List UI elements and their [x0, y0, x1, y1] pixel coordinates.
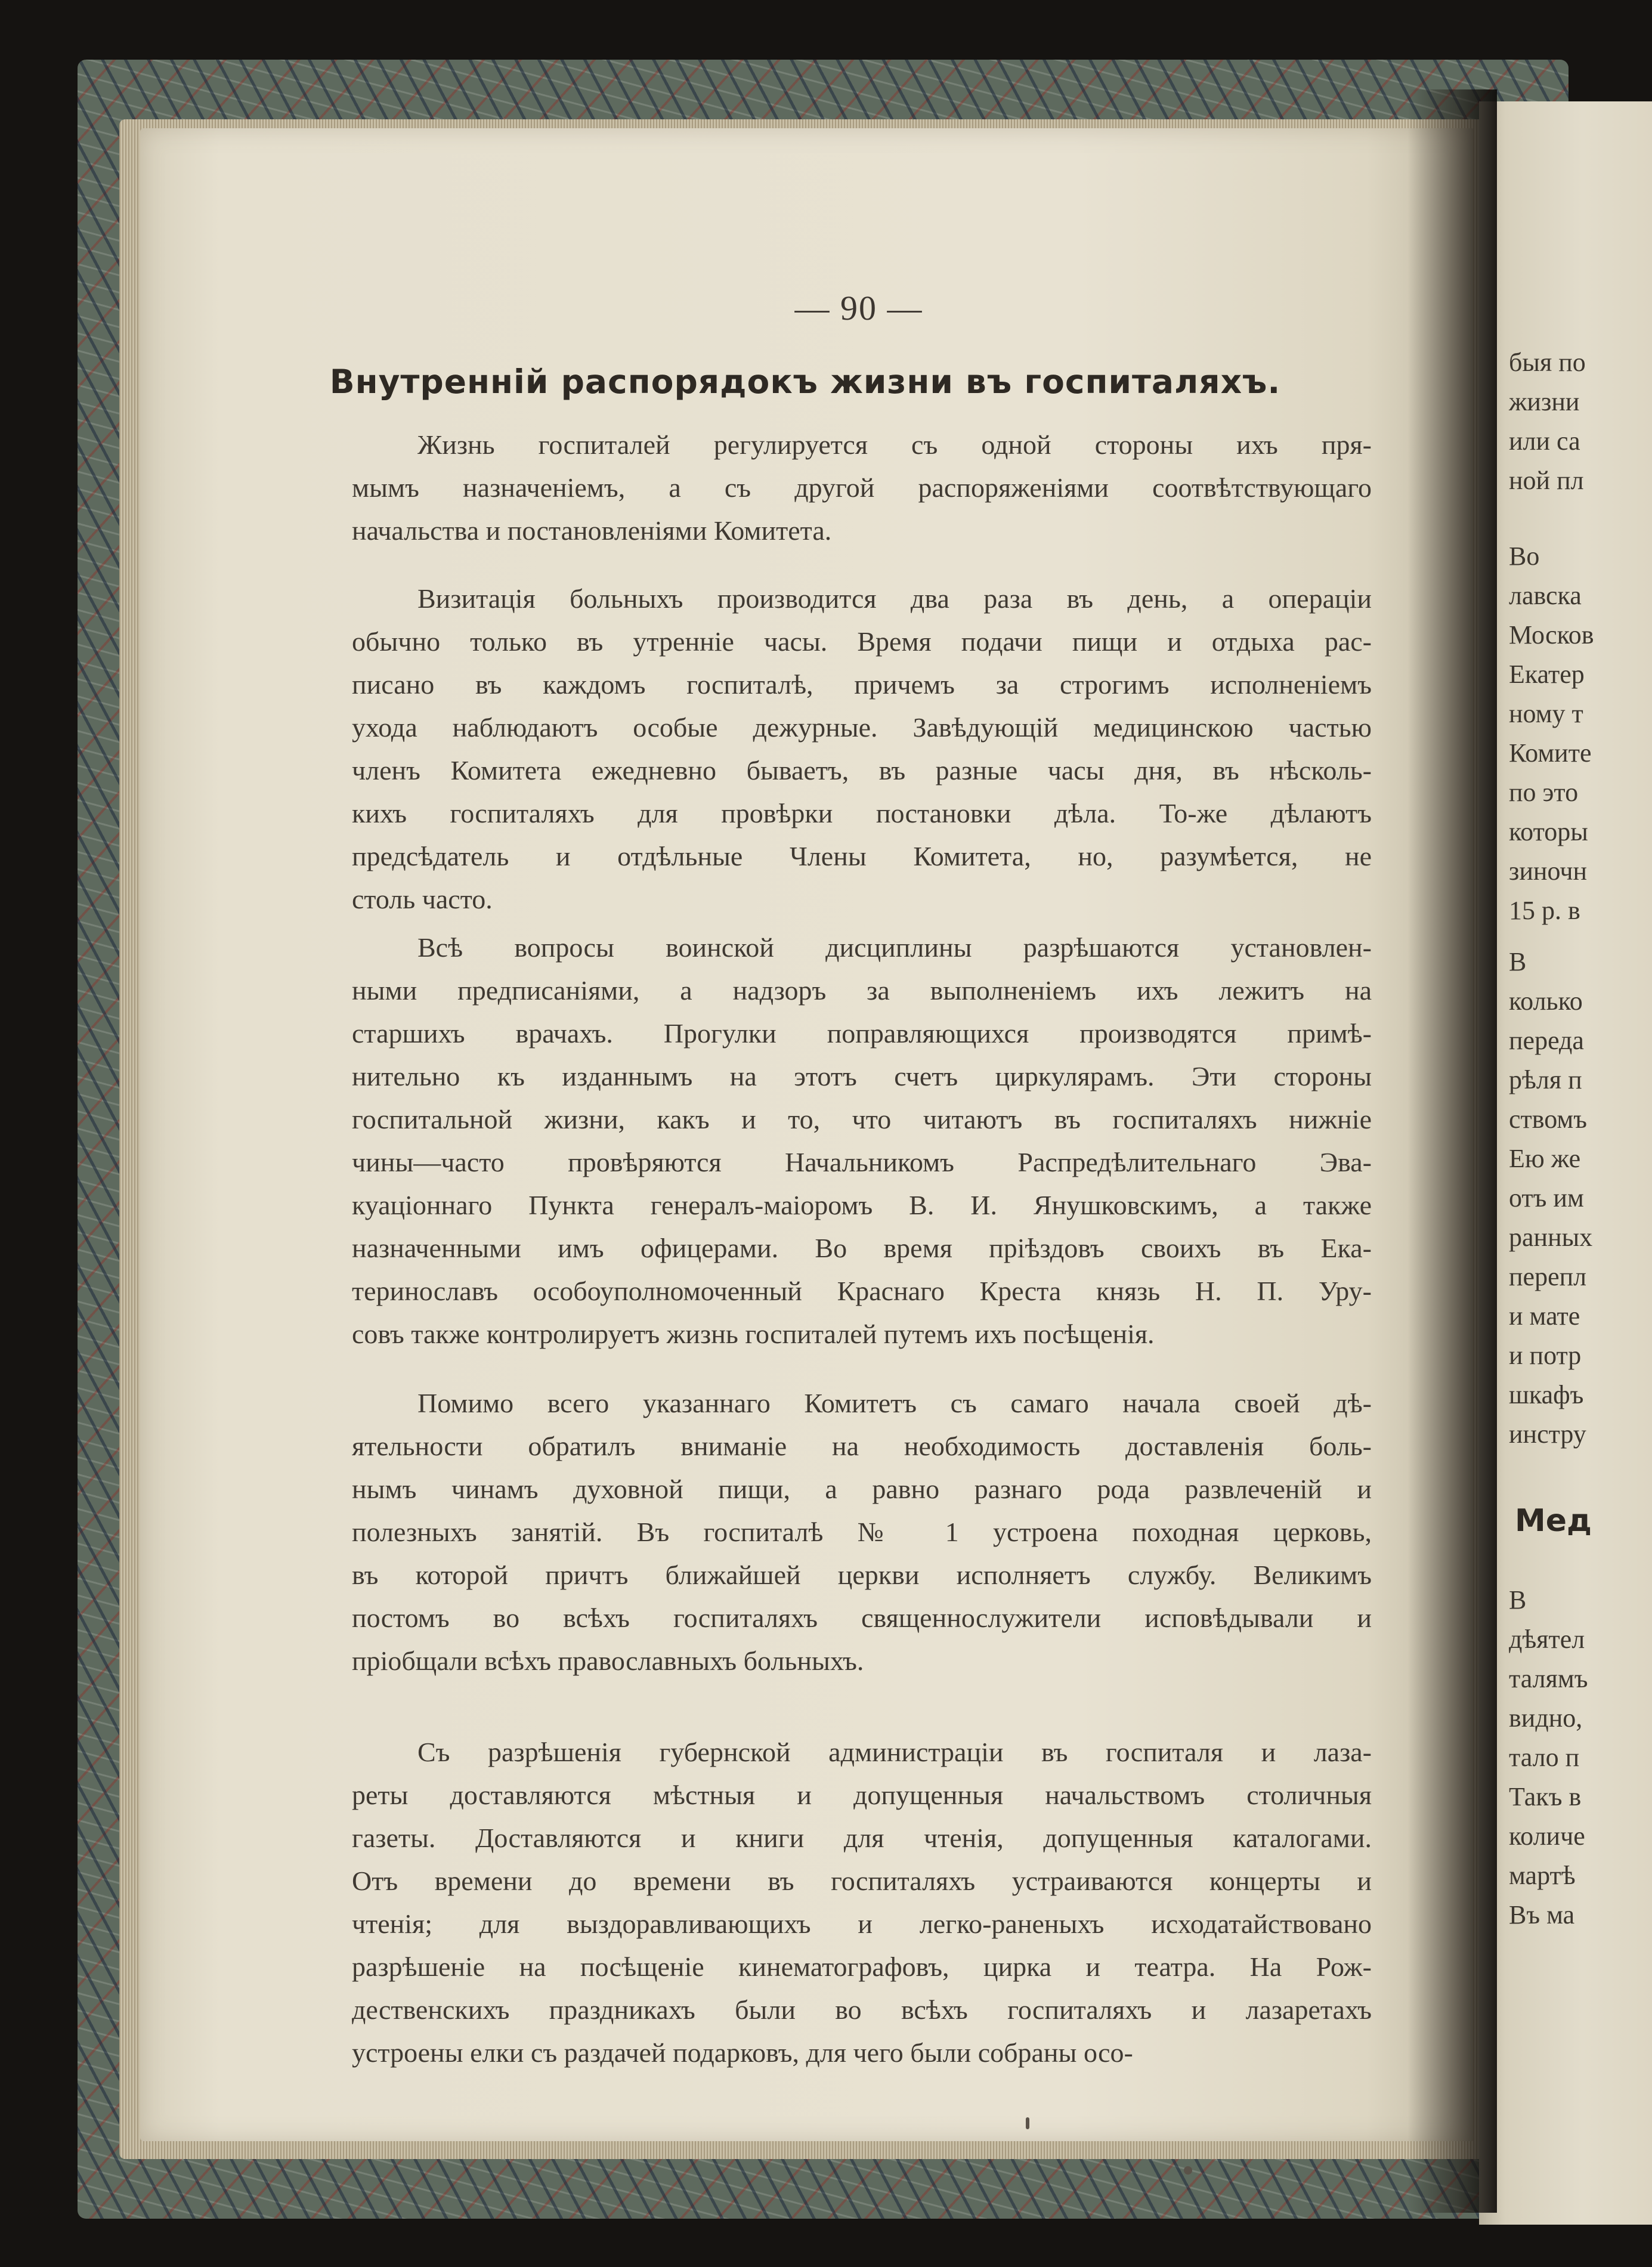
- text-line: ными предписаніями, а надзоръ за выполненіемъ ихъ лежитъ на: [352, 975, 1372, 1006]
- text-line: чины—часто провѣряются Начальникомъ Распредѣлительнаго Эва-: [352, 1147, 1372, 1177]
- right-page-line: и мате: [1509, 1301, 1580, 1331]
- text-line: въ которой причтъ ближайшей церкви исполняетъ службу. Великимъ: [352, 1560, 1372, 1590]
- text-line: Всѣ вопросы воинской дисциплины разрѣшаются установлен-: [417, 932, 1372, 963]
- right-page-line: переда: [1509, 1026, 1584, 1055]
- right-page-line: Ею же: [1509, 1144, 1581, 1173]
- right-page-line: 15 р. в: [1509, 896, 1580, 925]
- right-page-line: зиночн: [1509, 856, 1588, 886]
- ink-speck: [1026, 2117, 1029, 2129]
- right-page-line: количе: [1509, 1821, 1585, 1851]
- text-line: столь часто.: [352, 884, 493, 914]
- right-page-line: талямъ: [1509, 1664, 1588, 1693]
- text-line: предсѣдатель и отдѣльные Члены Комитета, но, разумѣется, не: [352, 841, 1372, 871]
- right-page-line: и потр: [1509, 1341, 1582, 1370]
- right-page-line: лавска: [1509, 581, 1582, 610]
- text-line: нымъ чинамъ духовной пищи, а равно разнаго рода развлеченій и: [352, 1474, 1372, 1504]
- right-page-line: рѣля п: [1509, 1065, 1582, 1094]
- text-line: газеты. Доставляются и книги для чтенія, допущенныя каталогами.: [352, 1823, 1372, 1853]
- right-page-line: шкафъ: [1509, 1380, 1584, 1409]
- text-line: полезныхъ занятій. Въ госпиталѣ № 1 устроена походная церковь,: [352, 1517, 1372, 1547]
- text-line: Жизнь госпиталей регулируется съ одной стороны ихъ пря-: [417, 429, 1372, 460]
- text-line: писано въ каждомъ госпиталѣ, причемъ за строгимъ исполненіемъ: [352, 669, 1372, 700]
- text-line: Съ разрѣшенія губернской администраціи въ госпиталя и лаза-: [417, 1737, 1372, 1767]
- right-page-line: ной пл: [1509, 466, 1584, 495]
- text-line: назначенными имъ офицерами. Во время пріѣздовъ своихъ въ Ека-: [352, 1233, 1372, 1263]
- text-line: обычно только въ утренніе часы. Время подачи пищи и отдыха рас-: [352, 626, 1372, 657]
- right-page-line: В: [1509, 947, 1527, 976]
- text-line: постомъ во всѣхъ госпиталяхъ священнослужители исповѣдывали и: [352, 1603, 1372, 1633]
- right-page-line: отъ им: [1509, 1183, 1584, 1213]
- text-line: пріобщали всѣхъ православныхъ больныхъ.: [352, 1646, 864, 1676]
- right-page-line: Екатер: [1509, 660, 1585, 689]
- text-line: совъ также контролируетъ жизнь госпиталей путемъ ихъ посѣщенія.: [352, 1319, 1155, 1349]
- right-page-line: или са: [1509, 426, 1580, 456]
- paragraph-4: [352, 1382, 1372, 1683]
- right-page-line: В: [1509, 1585, 1527, 1615]
- right-page-line: ранных: [1509, 1223, 1593, 1252]
- text-line: начальства и постановленіями Комитета.: [352, 515, 832, 546]
- paragraph-2: [352, 577, 1372, 921]
- right-page-line: Въ ма: [1509, 1900, 1575, 1929]
- text-line: членъ Комитета ежедневно бываетъ, въ разные часы дня, въ нѣсколь-: [352, 755, 1372, 785]
- right-page-heading: Мед: [1515, 1503, 1592, 1539]
- right-page-line: которы: [1509, 817, 1588, 846]
- text-line: Визитація больныхъ производится два раза въ день, а операціи: [417, 583, 1372, 614]
- text-line: госпитальной жизни, какъ и то, что читаютъ въ госпиталяхъ нижніе: [352, 1104, 1372, 1134]
- right-page-line: видно,: [1509, 1703, 1583, 1733]
- text-line: кихъ госпиталяхъ для провѣрки постановки дѣла. То-же дѣлаютъ: [352, 798, 1372, 828]
- text-line: разрѣшеніе на посѣщеніе кинематографовъ, цирка и театра. На Рож-: [352, 1951, 1372, 1982]
- text-line: устроены елки съ раздачей подарковъ, для чего были собраны осо-: [352, 2037, 1133, 2068]
- ink-speck: [1184, 2166, 1192, 2175]
- paragraph-1: [352, 423, 1372, 552]
- right-page-line: Такъ в: [1509, 1782, 1582, 1811]
- text-line: чтенія; для выздоравливающихъ и легко-раненыхъ исходатайствовано: [352, 1909, 1372, 1939]
- right-page-line: Комите: [1509, 738, 1592, 768]
- right-page-line: инстру: [1509, 1419, 1586, 1449]
- text-line: старшихъ врачахъ. Прогулки поправляющихся производятся примѣ-: [352, 1018, 1372, 1049]
- text-line: Отъ времени до времени въ госпиталяхъ устраиваются концерты и: [352, 1866, 1372, 1896]
- right-page-line: ствомъ: [1509, 1105, 1587, 1134]
- right-page-line: по это: [1509, 778, 1579, 807]
- right-page-line: дѣятел: [1509, 1625, 1585, 1654]
- text-line: дественскихъ праздникахъ были во всѣхъ госпиталяхъ и лазаретахъ: [352, 1994, 1372, 2025]
- right-page-line: тало п: [1509, 1743, 1580, 1772]
- right-page-line: перепл: [1509, 1262, 1587, 1291]
- right-page-line: жизни: [1509, 387, 1580, 416]
- page-number: — 90 —: [794, 289, 923, 327]
- text-line: реты доставляются мѣстныя и допущенныя начальствомъ столичныя: [352, 1780, 1372, 1810]
- right-page-line: мартѣ: [1509, 1861, 1576, 1890]
- text-line: куаціоннаго Пункта генералъ-маіоромъ В. И. Янушковскимъ, а также: [352, 1190, 1372, 1220]
- right-page-line: ному т: [1509, 699, 1583, 728]
- text-line: ухода наблюдаютъ особые дежурные. Завѣдующій медицинскою частью: [352, 712, 1372, 743]
- text-line: Помимо всего указаннаго Комитетъ съ самаго начала своей дѣ-: [417, 1388, 1372, 1418]
- text-line: нительно къ изданнымъ на этотъ счетъ циркулярамъ. Эти стороны: [352, 1061, 1372, 1091]
- paragraph-5: [352, 1731, 1372, 2074]
- section-heading: Внутренній распорядокъ жизни въ госпиталяхъ.: [329, 363, 1281, 401]
- right-page-line: Москов: [1509, 620, 1594, 650]
- right-page-line: Во: [1509, 542, 1540, 571]
- text-line: теринославъ особоуполномоченный Краснаго Креста князь Н. П. Уру-: [352, 1276, 1372, 1306]
- right-page-line: быя по: [1509, 348, 1586, 377]
- book-gutter-shadow: [1407, 89, 1497, 2213]
- text-line: ятельности обратилъ вниманіе на необходимость доставленія боль-: [352, 1431, 1372, 1461]
- paragraph-3: [352, 926, 1372, 1356]
- right-page-line: колько: [1509, 986, 1583, 1016]
- text-line: мымъ назначеніемъ, а съ другой распоряженіями соотвѣтствующаго: [352, 472, 1372, 503]
